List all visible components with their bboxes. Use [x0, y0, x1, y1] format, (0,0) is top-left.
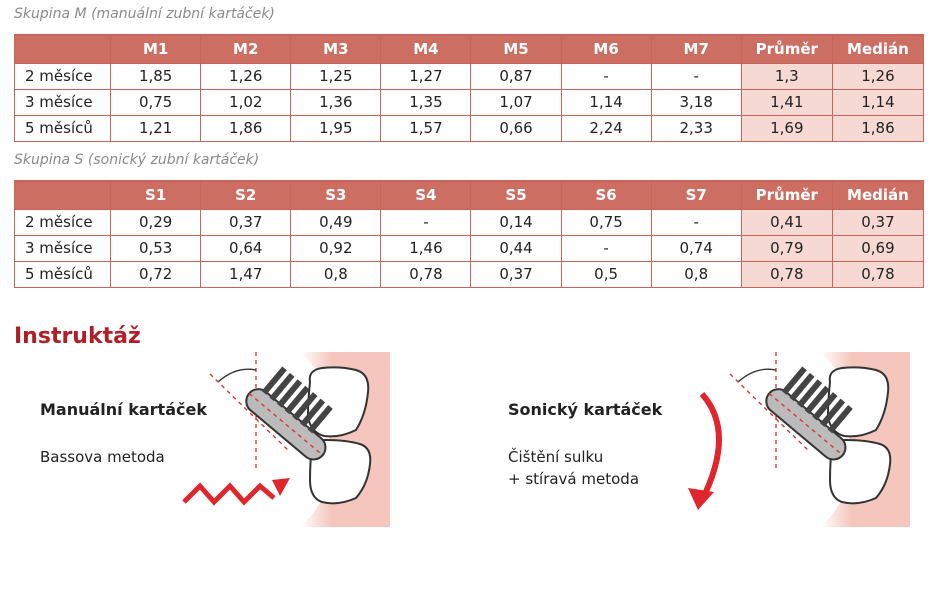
manual-brush-title: Manuální kartáček — [40, 400, 207, 419]
average-cell: 0,41 — [741, 209, 832, 235]
sonic-brushing-illustration — [680, 352, 910, 532]
group-s-caption: Skupina S (sonický zubní kartáček) — [14, 152, 260, 168]
table-cell: 0,37 — [471, 261, 561, 287]
instruction-title: Instruktáž — [14, 324, 141, 349]
header-cell: S3 — [291, 181, 381, 209]
table-cell: 0,75 — [561, 209, 651, 235]
table-cell: 2,33 — [651, 115, 741, 141]
header-cell-median: Medián — [832, 181, 923, 209]
median-cell: 1,26 — [832, 63, 923, 89]
table-row — [15, 209, 924, 235]
header-cell-average: Průměr — [741, 35, 832, 63]
sonic-brush-method-line2: + stíravá metoda — [508, 470, 640, 488]
row-label: 3 měsíce — [15, 235, 111, 261]
header-cell: M6 — [561, 35, 651, 63]
table-cell: 0,53 — [111, 235, 201, 261]
table-cell: 2,24 — [561, 115, 651, 141]
row-label: 5 měsíců — [15, 115, 111, 141]
table-cell: 1,25 — [291, 63, 381, 89]
zigzag-arrow-icon — [184, 478, 290, 502]
sonic-brush-title: Sonický kartáček — [508, 400, 663, 419]
median-cell: 0,78 — [832, 261, 923, 287]
header-cell-average: Průměr — [741, 181, 832, 209]
header-cell: M5 — [471, 35, 561, 63]
average-cell: 0,79 — [741, 235, 832, 261]
table-cell: 0,64 — [201, 235, 291, 261]
table-cell: 0,37 — [201, 209, 291, 235]
header-cell-median: Medián — [832, 35, 923, 63]
table-cell: - — [651, 63, 741, 89]
header-cell: S1 — [111, 181, 201, 209]
header-cell: S5 — [471, 181, 561, 209]
table-cell: 0,72 — [111, 261, 201, 287]
header-cell: M4 — [381, 35, 471, 63]
average-cell: 0,78 — [741, 261, 832, 287]
table-cell: 0,66 — [471, 115, 561, 141]
header-cell: S2 — [201, 181, 291, 209]
header-cell: M3 — [291, 35, 381, 63]
average-cell: 1,69 — [741, 115, 832, 141]
table-cell: 0,5 — [561, 261, 651, 287]
table-row — [15, 89, 924, 115]
manual-brushing-illustration — [180, 352, 390, 532]
table-row — [15, 235, 924, 261]
table-cell: 1,14 — [561, 89, 651, 115]
table-cell: 1,26 — [201, 63, 291, 89]
average-cell: 1,41 — [741, 89, 832, 115]
table-cell: - — [651, 209, 741, 235]
table-cell: 0,74 — [651, 235, 741, 261]
table-cell: 0,78 — [381, 261, 471, 287]
header-cell: S7 — [651, 181, 741, 209]
table-cell: 1,02 — [201, 89, 291, 115]
row-label: 3 měsíce — [15, 89, 111, 115]
table-cell: 0,49 — [291, 209, 381, 235]
header-cell: M2 — [201, 35, 291, 63]
table-cell: 1,86 — [201, 115, 291, 141]
table-row — [15, 63, 924, 89]
table-cell: 0,8 — [291, 261, 381, 287]
row-label: 2 měsíce — [15, 209, 111, 235]
group-m-table — [14, 34, 924, 142]
sonic-brush-method-line1: Čištění sulku — [508, 448, 604, 466]
table-cell: 0,29 — [111, 209, 201, 235]
row-label: 5 měsíců — [15, 261, 111, 287]
table-cell: 1,27 — [381, 63, 471, 89]
table-cell: - — [561, 235, 651, 261]
table-cell: - — [561, 63, 651, 89]
table-cell: 0,8 — [651, 261, 741, 287]
table-cell: 1,47 — [201, 261, 291, 287]
table-header-row — [15, 181, 924, 209]
header-cell: S4 — [381, 181, 471, 209]
table-cell: 1,95 — [291, 115, 381, 141]
table-cell: 1,07 — [471, 89, 561, 115]
table-cell: 0,92 — [291, 235, 381, 261]
table-header-row — [15, 35, 924, 63]
table-cell: 1,21 — [111, 115, 201, 141]
table-cell: 1,85 — [111, 63, 201, 89]
header-cell: M7 — [651, 35, 741, 63]
header-cell — [15, 181, 111, 209]
median-cell: 0,37 — [832, 209, 923, 235]
table-cell: - — [381, 209, 471, 235]
row-label: 2 měsíce — [15, 63, 111, 89]
manual-brush-method: Bassova metoda — [40, 448, 165, 466]
group-s-table — [14, 180, 924, 288]
table-cell: 0,14 — [471, 209, 561, 235]
header-cell: S6 — [561, 181, 651, 209]
header-cell: M1 — [111, 35, 201, 63]
table-cell: 1,35 — [381, 89, 471, 115]
table-cell: 1,36 — [291, 89, 381, 115]
table-cell: 1,46 — [381, 235, 471, 261]
median-cell: 1,86 — [832, 115, 923, 141]
table-row — [15, 261, 924, 287]
header-cell — [15, 35, 111, 63]
table-cell: 0,87 — [471, 63, 561, 89]
rotation-arrow-icon — [688, 394, 719, 510]
median-cell: 1,14 — [832, 89, 923, 115]
table-cell: 0,75 — [111, 89, 201, 115]
table-cell: 3,18 — [651, 89, 741, 115]
table-cell: 1,57 — [381, 115, 471, 141]
group-m-caption: Skupina M (manuální zubní kartáček) — [14, 6, 275, 22]
table-cell: 0,44 — [471, 235, 561, 261]
average-cell: 1,3 — [741, 63, 832, 89]
table-row — [15, 115, 924, 141]
median-cell: 0,69 — [832, 235, 923, 261]
